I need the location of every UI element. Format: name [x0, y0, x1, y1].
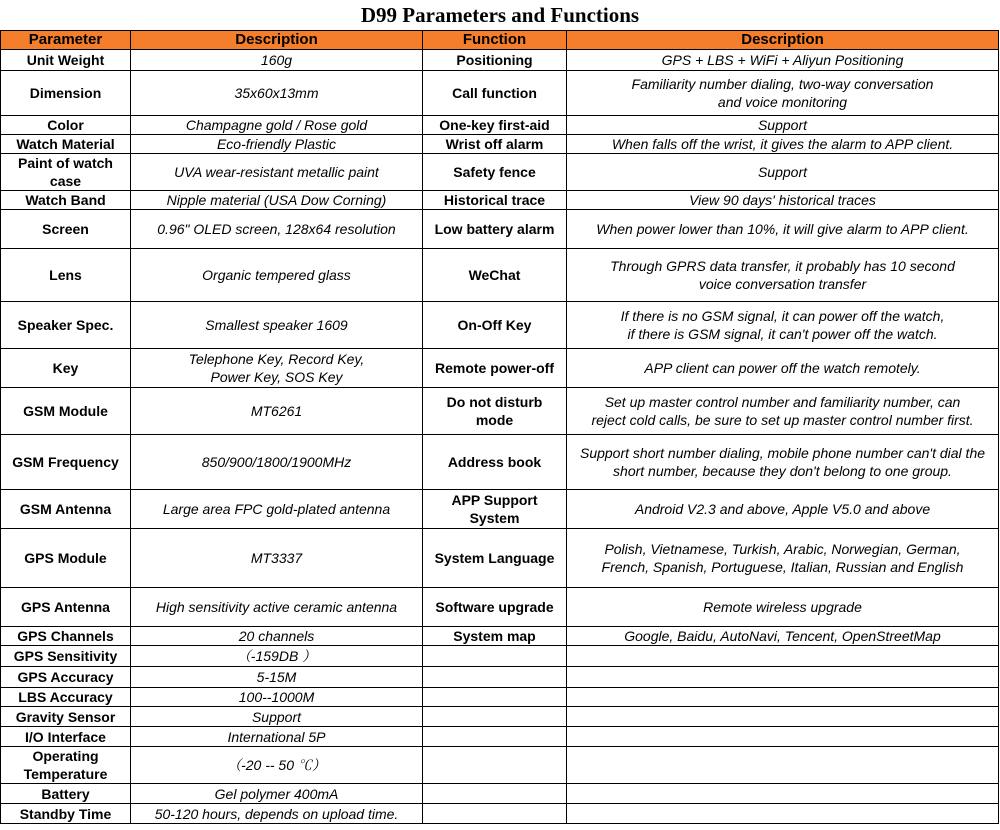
spec-table — [0, 30, 999, 824]
function-name — [423, 784, 567, 804]
function-description-line: GPS + LBS + WiFi + Aliyun Positioning — [661, 52, 904, 68]
parameter-description — [131, 349, 423, 388]
function-name — [423, 707, 567, 727]
function-description-line: Set up master control number and familiarity number, can — [604, 394, 961, 410]
function-description — [567, 302, 999, 349]
parameter-description-line: Smallest speaker 1609 — [205, 317, 348, 333]
parameter-name — [1, 667, 131, 688]
function-description — [567, 191, 999, 210]
function-description — [567, 727, 999, 747]
parameter-name-line: Color — [47, 117, 84, 133]
parameter-name-line: Battery — [41, 785, 90, 802]
parameter-description-line: 0.96" OLED screen, 128x64 resolution — [157, 221, 396, 237]
table-row — [1, 707, 999, 727]
parameter-description-line: 35x60x13mm — [234, 85, 319, 101]
function-description — [567, 707, 999, 727]
function-description-line: Through GPRS data transfer, it probably has 10 second — [610, 258, 955, 274]
parameter-description-line: （-20 -- 50 ℃） — [227, 757, 326, 773]
table-row — [1, 71, 999, 116]
parameter-name-line: GPS Accuracy — [17, 669, 114, 685]
parameter-description — [131, 804, 423, 824]
parameter-name-line: Watch Material — [16, 136, 115, 152]
parameter-description-line: MT3337 — [250, 550, 303, 566]
table-row — [1, 388, 999, 435]
function-description-line: APP client can power off the watch remotely. — [644, 360, 921, 376]
function-name-line: mode — [475, 412, 514, 428]
parameter-description — [131, 727, 423, 747]
function-description — [567, 784, 999, 804]
function-description — [567, 210, 999, 249]
parameter-name — [1, 210, 131, 249]
parameter-description — [131, 154, 423, 191]
table-row — [1, 588, 999, 627]
function-name-line: Call function — [452, 85, 537, 101]
function-name — [423, 191, 567, 210]
function-name-line: Address book — [447, 454, 542, 470]
page-title: D99 Parameters and Functions — [360, 3, 640, 27]
function-name — [423, 529, 567, 588]
function-description — [567, 529, 999, 588]
function-description-line: French, Spanish, Portuguese, Italian, Russian and English — [601, 559, 964, 575]
parameter-description — [131, 435, 423, 490]
parameter-description-line: 5-15M — [256, 669, 297, 685]
parameter-description-line: Nipple material (USA Dow Corning) — [166, 192, 387, 208]
function-name — [423, 627, 567, 646]
parameter-name-line: GPS Channels — [17, 628, 114, 644]
parameter-name — [1, 249, 131, 302]
parameter-description-line: High sensitivity active ceramic antenna — [155, 599, 398, 615]
function-description-line: Support short number dialing, mobile phone number can't dial the — [579, 445, 986, 461]
parameter-description — [131, 50, 423, 71]
parameter-description — [131, 135, 423, 154]
parameter-description-line: MT6261 — [250, 403, 303, 419]
table-row — [1, 804, 999, 824]
parameter-description-line: Large area FPC gold-plated antenna — [162, 501, 391, 517]
function-header: Function — [423, 31, 567, 50]
function-description — [567, 490, 999, 529]
function-name-line: Do not disturb — [446, 394, 543, 410]
function-name — [423, 349, 567, 388]
function-name-line: One-key first-aid — [439, 117, 550, 133]
parameter-name-line: Dimension — [29, 85, 102, 101]
function-description — [567, 588, 999, 627]
parameter-description — [131, 529, 423, 588]
parameter-name-line: GSM Module — [23, 403, 108, 419]
function-name — [423, 727, 567, 747]
parameter-description-line: Support — [251, 708, 302, 725]
parameter-description-line: UVA wear-resistant metallic paint — [174, 164, 379, 180]
table-row — [1, 302, 999, 349]
table-row — [1, 688, 999, 707]
parameter-description-line: Organic tempered glass — [202, 267, 351, 283]
parameter-description-line: Power Key, SOS Key — [210, 369, 343, 385]
parameter-description — [131, 71, 423, 116]
parameter-name-line: I/O Interface — [25, 728, 106, 745]
table-row — [1, 154, 999, 191]
function-name-line: Software upgrade — [435, 599, 554, 615]
function-name — [423, 302, 567, 349]
parameter-name-line: case — [49, 173, 82, 189]
parameter-description — [131, 667, 423, 688]
parameter-header: Parameter — [1, 31, 131, 50]
parameter-description — [131, 688, 423, 707]
function-name — [423, 50, 567, 71]
function-name — [423, 804, 567, 824]
function-description-line: Google, Baidu, AutoNavi, Tencent, OpenStreetMap — [624, 628, 941, 644]
function-name-line: System map — [453, 628, 536, 644]
function-description — [567, 667, 999, 688]
table-row — [1, 349, 999, 388]
function-name — [423, 667, 567, 688]
table-row — [1, 747, 999, 784]
function-name — [423, 154, 567, 191]
parameter-name — [1, 116, 131, 135]
function-description — [567, 116, 999, 135]
parameter-name — [1, 707, 131, 727]
parameter-name — [1, 349, 131, 388]
parameter-name — [1, 646, 131, 667]
table-row — [1, 135, 999, 154]
function-description — [567, 50, 999, 71]
function-name-line: Remote power-off — [435, 360, 554, 376]
parameter-name — [1, 688, 131, 707]
function-description — [567, 804, 999, 824]
parameter-description-line: Telephone Key, Record Key, — [188, 351, 365, 367]
parameter-description-line: 100--1000M — [238, 689, 315, 705]
parameter-name — [1, 435, 131, 490]
parameter-description-line: （-159DB ） — [236, 648, 317, 664]
parameter-name — [1, 727, 131, 747]
parameter-name — [1, 747, 131, 784]
function-name — [423, 588, 567, 627]
function-description — [567, 135, 999, 154]
table-row — [1, 116, 999, 135]
function-description-line: Familiarity number dialing, two-way conversation — [631, 76, 934, 92]
parameter-description-line: 20 channels — [238, 628, 315, 644]
function-description — [567, 71, 999, 116]
function-name — [423, 688, 567, 707]
function-name-line: APP Support — [451, 492, 538, 508]
parameter-name-line: Watch Band — [25, 192, 106, 208]
function-description-line: When falls off the wrist, it gives the alarm to APP client. — [611, 136, 954, 152]
parameter-description — [131, 707, 423, 727]
function-description-line: View 90 days' historical traces — [689, 192, 876, 208]
parameter-name-line: Unit Weight — [26, 52, 105, 68]
function-name — [423, 71, 567, 116]
parameter-name — [1, 191, 131, 210]
parameter-description — [131, 627, 423, 646]
function-name — [423, 388, 567, 435]
parameter-name — [1, 154, 131, 191]
parameter-description-line: Gel polymer 400mA — [214, 785, 339, 802]
function-description-line: Android V2.3 and above, Apple V5.0 and above — [634, 501, 931, 517]
parameter-name — [1, 784, 131, 804]
function-description-line: short number, because they don't belong to one group. — [613, 463, 952, 479]
parameter-description — [131, 588, 423, 627]
function-description — [567, 349, 999, 388]
parameter-description-line: Eco-friendly Plastic — [216, 136, 337, 152]
function-description-line: and voice monitoring — [717, 94, 848, 110]
parameter-name-line: GPS Sensitivity — [13, 648, 118, 664]
function-description-line: reject cold calls, be sure to set up master control number first. — [591, 412, 974, 428]
spec-table-body — [1, 50, 999, 824]
parameter-name — [1, 388, 131, 435]
function-description-line: If there is no GSM signal, it can power off the watch, — [620, 308, 945, 324]
table-row — [1, 191, 999, 210]
parameter-description-line: 50-120 hours, depends on upload time. — [154, 805, 399, 822]
parameter-name-line: GPS Antenna — [21, 599, 110, 615]
function-name-line: Positioning — [456, 52, 533, 68]
parameter-description — [131, 249, 423, 302]
parameter-name-line: Operating — [32, 748, 99, 764]
table-row — [1, 646, 999, 667]
parameter-name-line: Key — [52, 360, 79, 376]
function-description — [567, 747, 999, 784]
function-description — [567, 249, 999, 302]
function-name — [423, 435, 567, 490]
table-row — [1, 727, 999, 747]
parameter-name-line: GSM Antenna — [19, 501, 112, 517]
function-name — [423, 249, 567, 302]
parameter-name-line: LBS Accuracy — [18, 689, 113, 705]
parameter-name-line: Paint of watch — [18, 155, 113, 171]
parameter-name — [1, 302, 131, 349]
table-row — [1, 667, 999, 688]
parameter-name — [1, 627, 131, 646]
function-name — [423, 135, 567, 154]
param-description-header: Description — [131, 31, 423, 50]
parameter-name-line: Screen — [42, 221, 89, 237]
header-row — [1, 31, 999, 50]
function-name-line: System Language — [434, 550, 555, 566]
parameter-name — [1, 588, 131, 627]
function-name — [423, 490, 567, 529]
function-name-line: WeChat — [468, 267, 521, 283]
parameter-description — [131, 210, 423, 249]
parameter-description-line: International 5P — [227, 728, 326, 745]
function-name-line: On-Off Key — [457, 317, 532, 333]
parameter-name-line: Standby Time — [19, 805, 112, 822]
function-description-line: voice conversation transfer — [698, 276, 867, 292]
parameter-description-line: 850/900/1800/1900MHz — [201, 454, 352, 470]
function-name — [423, 210, 567, 249]
parameter-name-line: Speaker Spec. — [17, 317, 114, 333]
parameter-name — [1, 71, 131, 116]
function-name-line: Low battery alarm — [434, 221, 555, 237]
table-row — [1, 627, 999, 646]
function-description — [567, 154, 999, 191]
parameter-name — [1, 804, 131, 824]
parameter-description — [131, 388, 423, 435]
function-description — [567, 646, 999, 667]
function-description-line: Support — [757, 117, 808, 133]
table-row — [1, 50, 999, 71]
function-description — [567, 627, 999, 646]
func-description-header: Description — [567, 31, 999, 50]
parameter-description — [131, 116, 423, 135]
function-description — [567, 688, 999, 707]
table-row — [1, 210, 999, 249]
function-description — [567, 435, 999, 490]
function-name — [423, 646, 567, 667]
table-row — [1, 529, 999, 588]
parameter-description — [131, 646, 423, 667]
function-description-line: Remote wireless upgrade — [703, 599, 862, 615]
function-name-line: Safety fence — [453, 164, 536, 180]
function-description-line: Polish, Vietnamese, Turkish, Arabic, Norwegian, German, — [604, 541, 961, 557]
function-description — [567, 388, 999, 435]
parameter-name — [1, 490, 131, 529]
parameter-description — [131, 747, 423, 784]
table-row — [1, 490, 999, 529]
function-name — [423, 116, 567, 135]
parameter-name — [1, 529, 131, 588]
function-name-line: System — [469, 510, 520, 526]
parameter-name-line: Gravity Sensor — [15, 708, 116, 725]
table-row — [1, 435, 999, 490]
parameter-name-line: GSM Frequency — [12, 454, 119, 470]
parameter-description — [131, 191, 423, 210]
table-row — [1, 784, 999, 804]
parameter-description-line: 160g — [260, 52, 293, 68]
parameter-description — [131, 784, 423, 804]
function-name-line: Wrist off alarm — [445, 136, 544, 152]
function-name-line: Historical trace — [443, 192, 546, 208]
parameter-description — [131, 302, 423, 349]
parameter-name — [1, 135, 131, 154]
function-name — [423, 747, 567, 784]
parameter-name-line: Temperature — [23, 766, 108, 782]
parameter-name-line: Lens — [49, 267, 82, 283]
parameter-description — [131, 490, 423, 529]
function-description-line: Support — [757, 164, 808, 180]
parameter-name-line: GPS Module — [24, 550, 107, 566]
table-row — [1, 249, 999, 302]
function-description-line: When power lower than 10%, it will give alarm to APP client. — [596, 221, 969, 237]
parameter-description-line: Champagne gold / Rose gold — [185, 117, 368, 133]
parameter-name — [1, 50, 131, 71]
function-description-line: if there is GSM signal, it can't power off the watch. — [627, 326, 938, 342]
